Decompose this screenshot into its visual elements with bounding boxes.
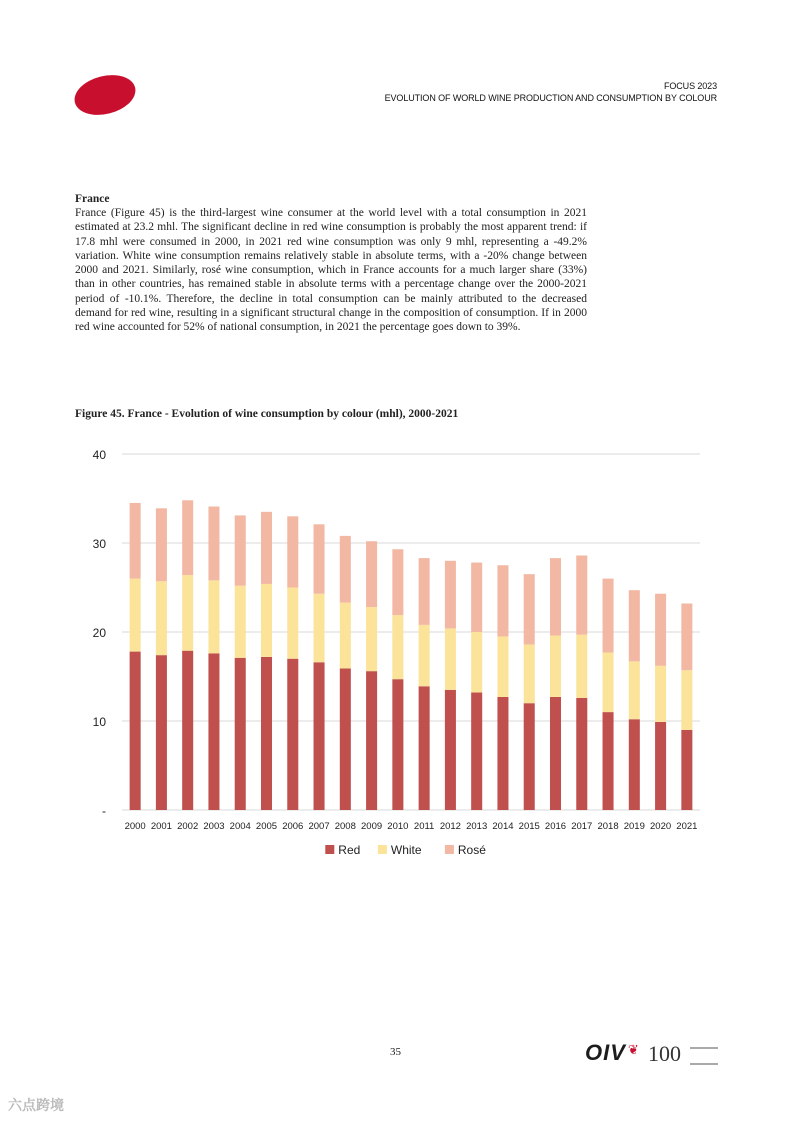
x-tick-label: 2013 bbox=[466, 821, 488, 832]
x-tick-label: 2020 bbox=[650, 821, 672, 832]
page-header bbox=[385, 80, 717, 104]
bar-red-2018 bbox=[603, 712, 614, 810]
bar-rose-2000 bbox=[130, 503, 141, 579]
bar-white-2010 bbox=[392, 615, 403, 679]
bar-red-2001 bbox=[156, 655, 167, 810]
bar-white-2012 bbox=[445, 628, 456, 689]
france-section bbox=[75, 192, 587, 335]
bar-red-2010 bbox=[392, 679, 403, 810]
bar-white-2001 bbox=[156, 581, 167, 655]
bar-white-2000 bbox=[130, 579, 141, 652]
bar-red-2019 bbox=[629, 719, 640, 810]
x-tick-label: 2014 bbox=[492, 821, 514, 832]
bar-red-2014 bbox=[497, 697, 508, 810]
x-tick-label: 2011 bbox=[413, 821, 435, 832]
legend-swatch-red bbox=[325, 845, 334, 854]
page-number: 35 bbox=[390, 1046, 401, 1058]
bar-rose-2015 bbox=[524, 574, 535, 644]
chart-svg bbox=[88, 440, 708, 872]
bar-white-2019 bbox=[629, 661, 640, 719]
bar-red-2020 bbox=[655, 722, 666, 810]
x-tick-label: 2016 bbox=[544, 821, 567, 832]
x-tick-label: 2005 bbox=[255, 821, 278, 832]
y-tick-label: 30 bbox=[92, 537, 106, 551]
bar-white-2018 bbox=[603, 652, 614, 712]
bar-white-2004 bbox=[235, 586, 246, 658]
bar-white-2009 bbox=[366, 607, 377, 671]
grape-icon: ❦ bbox=[627, 1042, 640, 1057]
bar-white-2013 bbox=[471, 632, 482, 693]
legend-label-white: White bbox=[390, 843, 422, 857]
bar-red-2006 bbox=[287, 659, 298, 810]
bar-white-2017 bbox=[576, 635, 587, 698]
x-tick-label: 2000 bbox=[124, 821, 146, 832]
y-tick-label: 20 bbox=[92, 626, 106, 640]
x-tick-label: 2010 bbox=[387, 821, 409, 832]
oiv-logo-text: OIV bbox=[585, 1040, 626, 1065]
bar-red-2003 bbox=[208, 653, 219, 810]
watermark: 六点跨境 bbox=[8, 1097, 64, 1113]
oiv-100-text: 100 bbox=[648, 1041, 681, 1066]
bar-rose-2008 bbox=[340, 536, 351, 603]
bar-red-2012 bbox=[445, 690, 456, 810]
bar-red-2011 bbox=[419, 686, 430, 810]
bar-red-2002 bbox=[182, 651, 193, 810]
bar-rose-2002 bbox=[182, 500, 193, 575]
bar-rose-2020 bbox=[655, 594, 666, 666]
bar-rose-2018 bbox=[603, 579, 614, 653]
y-tick-label: 10 bbox=[92, 715, 106, 729]
bar-rose-2004 bbox=[235, 515, 246, 585]
consumption-chart bbox=[88, 440, 708, 872]
x-tick-label: 2004 bbox=[229, 821, 251, 832]
bar-rose-2006 bbox=[287, 516, 298, 587]
bar-rose-2005 bbox=[261, 512, 272, 584]
bar-red-2008 bbox=[340, 668, 351, 810]
bar-white-2008 bbox=[340, 603, 351, 669]
anniversary-mark-icon bbox=[690, 1047, 718, 1065]
bar-red-2004 bbox=[235, 658, 246, 810]
x-tick-label: 2021 bbox=[676, 821, 698, 832]
x-tick-label: 2008 bbox=[334, 821, 356, 832]
bar-white-2011 bbox=[419, 625, 430, 686]
bar-white-2005 bbox=[261, 584, 272, 657]
bar-rose-2012 bbox=[445, 561, 456, 629]
x-tick-label: 2012 bbox=[439, 821, 461, 832]
bar-white-2003 bbox=[208, 580, 219, 653]
bar-rose-2016 bbox=[550, 558, 561, 635]
bar-red-2009 bbox=[366, 671, 377, 810]
x-tick-label: 2003 bbox=[203, 821, 225, 832]
bar-white-2020 bbox=[655, 666, 666, 722]
oiv-logo-blob bbox=[70, 69, 139, 121]
header-focus: FOCUS 2023 bbox=[663, 81, 717, 91]
x-tick-label: 2002 bbox=[177, 821, 199, 832]
x-tick-label: 2017 bbox=[571, 821, 593, 832]
legend-label-red: Red bbox=[338, 843, 361, 857]
header-subtitle: EVOLUTION OF WORLD WINE PRODUCTION AND CONSUMPTION BY COLOUR bbox=[384, 93, 717, 103]
bar-red-2005 bbox=[261, 657, 272, 810]
bar-white-2016 bbox=[550, 636, 561, 697]
x-tick-label: 2006 bbox=[282, 821, 304, 832]
x-tick-label: 2007 bbox=[308, 821, 330, 832]
bar-red-2013 bbox=[471, 693, 482, 810]
oiv-logo bbox=[585, 1040, 640, 1066]
bar-white-2002 bbox=[182, 575, 193, 651]
bar-rose-2003 bbox=[208, 507, 219, 581]
bar-rose-2019 bbox=[629, 590, 640, 661]
bar-red-2016 bbox=[550, 697, 561, 810]
bar-red-2015 bbox=[524, 703, 535, 810]
bar-rose-2017 bbox=[576, 555, 587, 634]
y-tick-label: 40 bbox=[92, 448, 106, 462]
section-body: France (Figure 45) is the third-largest wine consumer at the world level with a total consumption in 2021 estimated at 23.2 mhl. The significant decline in red wine consumption is probably the most apparent trend: if 17.8 mhl were consumed in 2000, in 2021 red wine consumption was only 9 mhl, representing a -49.2% variation. White wine consumption remains relatively stable in absolute terms, with a -20% change between 2000 and 2021. Similarly, rosé wine consumption, which in France accounts for a much larger share (33%) than in other countries, has remained stable in absolute terms with a percentage change over the 2000-2021 period of -10.1%. Therefore, the decline in total consumption can be mainly attributed to the decreased demand for red wine, resulting in a significant structural change in the composition of consumption. If in 2000 red wine accounted for 52% of national consumption, in 2021 the percentage goes down to 39%. bbox=[75, 207, 587, 334]
bar-white-2014 bbox=[497, 636, 508, 697]
bar-white-2021 bbox=[681, 670, 692, 730]
x-tick-label: 2001 bbox=[150, 821, 172, 832]
bar-white-2015 bbox=[524, 644, 535, 703]
x-tick-label: 2009 bbox=[361, 821, 383, 832]
bar-rose-2013 bbox=[471, 563, 482, 632]
bar-rose-2021 bbox=[681, 604, 692, 671]
section-heading: France bbox=[75, 193, 110, 205]
bar-red-2000 bbox=[130, 652, 141, 810]
bar-white-2007 bbox=[314, 594, 325, 663]
legend-swatch-rose bbox=[445, 845, 454, 854]
figure-title: Figure 45. France - Evolution of wine consumption by colour (mhl), 2000-2021 bbox=[75, 408, 459, 420]
y-tick-label: - bbox=[102, 804, 106, 818]
bar-rose-2009 bbox=[366, 541, 377, 607]
bar-rose-2014 bbox=[497, 565, 508, 636]
bar-red-2021 bbox=[681, 730, 692, 810]
bar-red-2017 bbox=[576, 698, 587, 810]
x-tick-label: 2015 bbox=[518, 821, 540, 832]
bar-rose-2007 bbox=[314, 524, 325, 593]
bar-rose-2010 bbox=[392, 549, 403, 615]
bar-white-2006 bbox=[287, 588, 298, 659]
bar-red-2007 bbox=[314, 662, 325, 810]
bar-rose-2001 bbox=[156, 508, 167, 581]
bar-rose-2011 bbox=[419, 558, 430, 625]
legend-swatch-white bbox=[378, 845, 387, 854]
x-tick-label: 2018 bbox=[597, 821, 619, 832]
legend-label-rose: Rosé bbox=[457, 843, 486, 857]
x-tick-label: 2019 bbox=[623, 821, 645, 832]
